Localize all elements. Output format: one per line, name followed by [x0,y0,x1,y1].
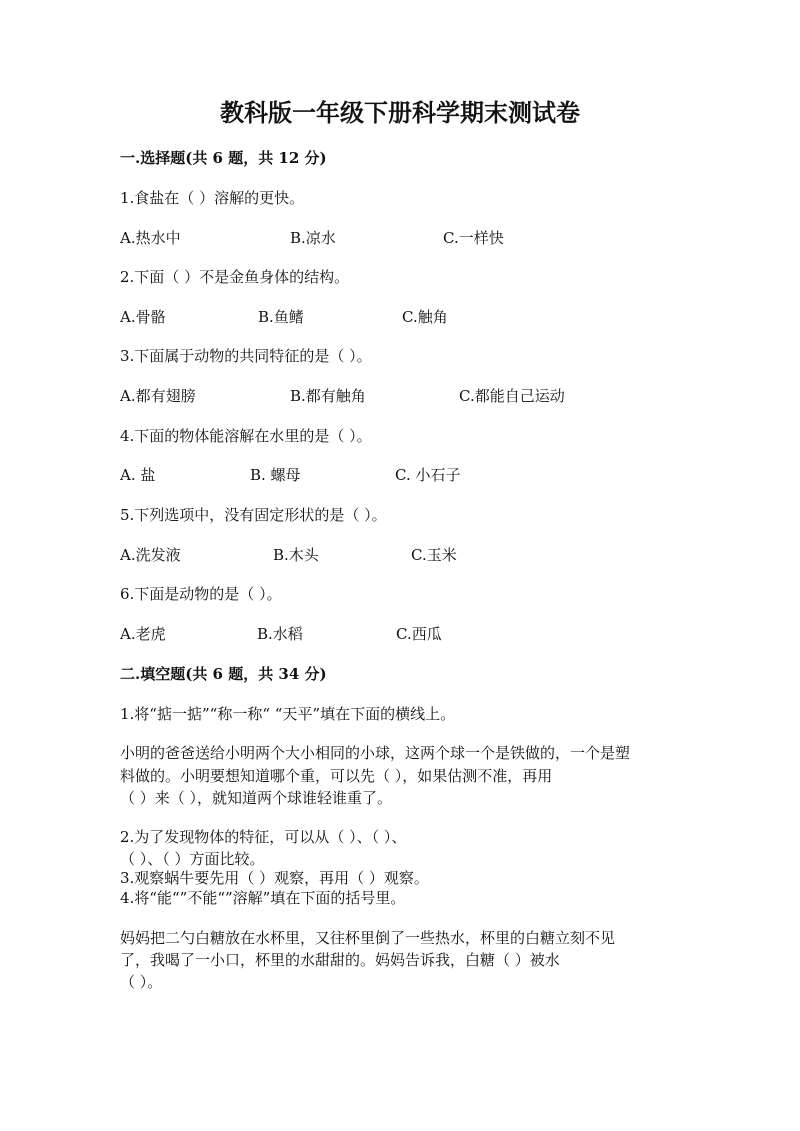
question-stem: 4.下面的物体能溶解在水里的是（ ）。 [120,427,372,445]
option-c: C.触角 [402,308,448,326]
question-line: （ ）、（ ）方面比较。 [120,850,265,868]
option-a: A.骨骼 [120,308,166,326]
option-c: C.玉米 [411,546,457,564]
section-header-fill: 二.填空题(共 6 题，共 34 分) [120,665,327,683]
option-a: A.洗发液 [120,546,181,564]
option-a: A.都有翅膀 [120,387,196,405]
option-b: B. 螺母 [250,466,301,484]
question-line: 2.为了发现物体的特征，可以从（ ）、（ ）、 [120,828,407,846]
question-stem: 2.下面（ ）不是金鱼身体的结构。 [120,268,350,286]
question-stem: 1.将“掂一掂”“称一称“ “天平”填在下面的横线上。 [120,705,456,723]
option-b: B.水稻 [257,625,303,643]
option-c: C.西瓜 [396,625,442,643]
question-stem: 6.下面是动物的是（ ）。 [120,585,282,603]
paragraph-line: 料做的。小明要想知道哪个重，可以先（ ），如果估测不准，再用 [120,767,553,785]
option-c: C. 小石子 [395,466,461,484]
option-b: B.凉水 [290,229,336,247]
paragraph-line: 妈妈把二勺白糖放在水杯里，又往杯里倒了一些热水，杯里的白糖立刻不见 [120,929,616,947]
paragraph-line: （ ）。 [120,973,163,991]
question-line: 3.观察蜗牛要先用（ ）观察，再用（ ）观察。 [120,869,429,887]
option-a: A.老虎 [120,625,166,643]
exam-title: 教科版一年级下册科学期末测试卷 [220,98,580,127]
question-stem: 1.食盐在（ ）溶解的更快。 [120,189,305,207]
paragraph-line: （ ）来（ ），就知道两个球谁轻谁重了。 [120,789,393,807]
question-stem: 4.将“能“”不能“”溶解”填在下面的括号里。 [120,889,406,907]
question-stem: 5.下列选项中，没有固定形状的是（ ）。 [120,506,387,524]
question-stem: 3.下面属于动物的共同特征的是（ ）。 [120,347,372,365]
option-b: B.鱼鳍 [258,308,304,326]
paragraph-line: 了，我喝了一小口，杯里的水甜甜的。妈妈告诉我，白糖（ ）被水 [120,951,560,969]
option-c: C.都能自己运动 [459,387,565,405]
paragraph-line: 小明的爸爸送给小明两个大小相同的小球，这两个球一个是铁做的，一个是塑 [120,744,631,762]
option-b: B.木头 [273,546,319,564]
option-a: A. 盐 [120,466,156,484]
option-b: B.都有触角 [290,387,366,405]
section-header-choice: 一.选择题(共 6 题，共 12 分) [120,149,327,167]
option-c: C.一样快 [443,229,504,247]
option-a: A.热水中 [120,229,181,247]
